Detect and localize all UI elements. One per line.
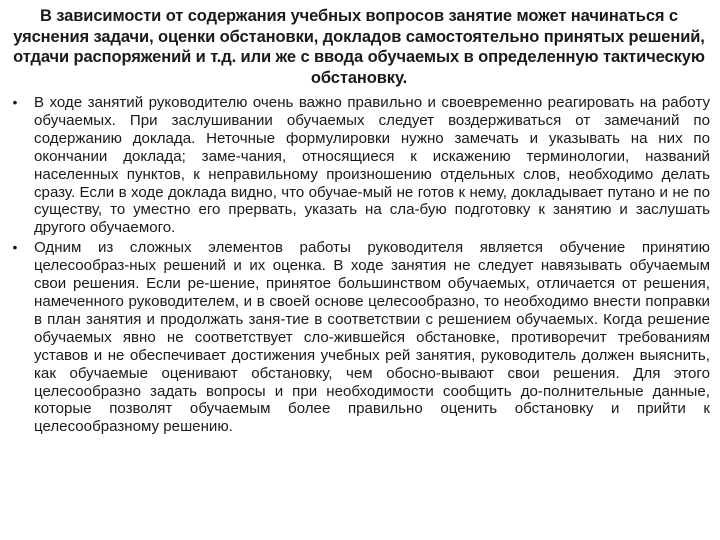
bullet-item-1 bbox=[8, 94, 710, 237]
slide-title: В зависимости от содержания учебных вопросов занятие может начинаться с уяснения задачи, оценки обстановки, докладов самостоятельно принятых решений, отдачи распоряжений и т.д. или же с ввода обучаемых в определенную тактическую обстановку. bbox=[13, 7, 705, 87]
bullet-text-1: В ходе занятий руководителю очень важно правильно и своевременно реагировать на работу обучаемых. При заслушивании обучаемых следует воздерживаться от замечаний по содержанию доклада. Неточные формулировки нужно замечать и указывать на них по окончании доклада; заме-чания, относящиеся к искажению терминологии, названий населенных пунктов, к неправильному произношению отдельных слов, необходимо делать сразу. Если в ходе доклада видно, что обучае-мый не готов к нему, докладывает путано и не по существу, то уместно его прервать, указать на сла-бую подготовку к занятию и заслушать другого обучаемого. bbox=[34, 94, 710, 237]
bullet-dot-icon: • bbox=[12, 94, 18, 110]
bullet-dot-icon: • bbox=[12, 239, 18, 256]
bullet-item-2 bbox=[8, 239, 710, 436]
bullet-text-2: Одним из сложных элементов работы руководителя является обучение принятию целесообраз-ных решений и их оценка. В ходе занятия не следует навязывать обучаемым свои решения. Если ре-шение, принятое большинством обучаемых, отличается от решения, намеченного руководителем, и в своей основе целесообразно, то необходимо внести поправки в план занятия и продолжать заня-тие в соответствии с решением обучаемых. Когда решение обучаемых явно не соответствует сло-жившейся обстановке, противоречит требованиям уставов и не обеспечивает достижения учебных рей занятия, руководитель должен выяснить, как обучаемые оценивают обстановку, чем обосно-вывают свои решения. Для этого целесообразно задать вопросы и при необходимости сообщить до-полнительные данные, которые позволят обучаемым более правильно оценить обстановку и прийти к целесообразному решению. bbox=[34, 239, 710, 436]
bullet-list bbox=[8, 94, 710, 436]
